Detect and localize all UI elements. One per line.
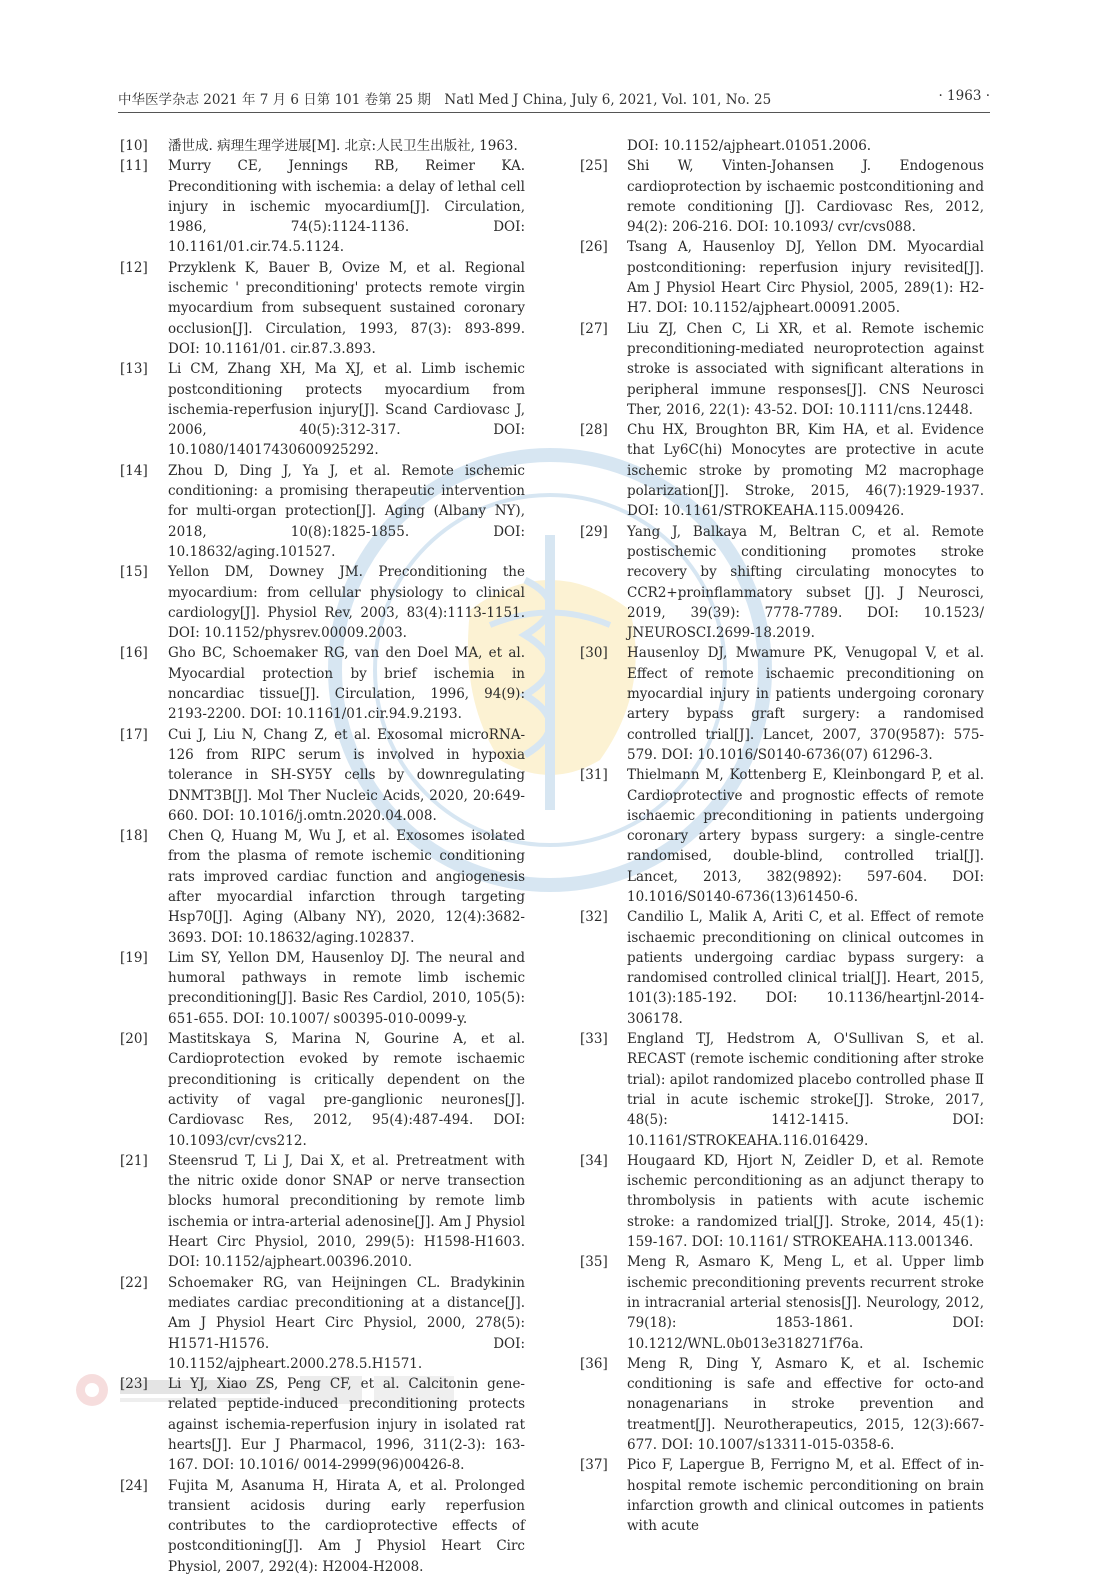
reference-entry: [580, 643, 984, 765]
reference-number: [36]: [580, 1355, 608, 1372]
reference-number: [17]: [120, 726, 148, 743]
reference-entry: [120, 826, 525, 948]
reference-number: [31]: [580, 767, 608, 784]
right-reference-column: [580, 136, 984, 1536]
header-rule: [118, 112, 990, 113]
reference-number: [12]: [120, 259, 148, 276]
running-header: [118, 88, 990, 108]
reference-number: [35]: [580, 1254, 608, 1271]
left-reference-column: [120, 136, 525, 1577]
reference-number: [18]: [120, 828, 148, 845]
reference-entry: [120, 1273, 525, 1374]
reference-text: Yellon DM, Downey JM. Preconditioning the myocardium: from cellular physiology to clinical cardiology[J]. Physiol Rev, 2003, 83(4):1113-1151. DOI: 10.1152/physrev.00009.2003.: [168, 564, 525, 642]
reference-text: Steensrud T, Li J, Dai X, et al. Pretreatment with the nitric oxide donor SNAP or nerve transection blocks humoral preconditioning by remote limb ischemia or intra-arterial adenosine[J]. Am J Physiol Heart Circ Physiol, 2010, 299(5): H1598-H1603. DOI: 10.1152/ajpheart.00396.2010.: [168, 1152, 525, 1271]
reference-entry: [120, 1374, 525, 1475]
reference-text: Liu ZJ, Chen C, Li XR, et al. Remote ischemic preconditioning-mediated neuroprotection against stroke is associated with significant alterations in peripheral immune responses[J]. CNS Neurosci Ther, 2016, 22(1): 43-52. DOI: 10.1111/cns.12448.: [627, 320, 984, 418]
reference-text: Pico F, Lapergue B, Ferrigno M, et al. Effect of in-hospital remote ischemic perconditioning on brain infarction growth and clinical outcomes in patients with acute: [627, 1457, 984, 1535]
reference-entry: [580, 1252, 984, 1353]
reference-text: Tsang A, Hausenloy DJ, Yellon DM. Myocardial postconditioning: reperfusion injury revisited[J]. Am J Physiol Heart Circ Physiol, 2005, 289(1): H2-H7. DOI: 10.1152/ajpheart.00091.2005.: [627, 239, 984, 317]
page-number: · 1963 ·: [938, 88, 990, 104]
reference-number: [22]: [120, 1274, 148, 1291]
reference-entry: [580, 1151, 984, 1252]
reference-number: [14]: [120, 462, 148, 479]
reference-number: [15]: [120, 564, 148, 581]
reference-entry: [120, 725, 525, 826]
reference-number: [32]: [580, 909, 608, 926]
reference-entry: [580, 765, 984, 907]
reference-text: Murry CE, Jennings RB, Reimer KA. Preconditioning with ischemia: a delay of lethal cell injury in ischemic myocardium[J]. Circulation, 1986, 74(5):1124-1136. DOI: 10.1161/01.cir.74.5.1124.: [168, 158, 525, 256]
journal-citation-header: 中华医学杂志 2021 年 7 月 6 日第 101 卷第 25 期 Natl Med J China, July 6, 2021, Vol. 101, No. 25: [118, 92, 772, 108]
reference-entry: [580, 1455, 984, 1536]
reference-text: Candilio L, Malik A, Ariti C, et al. Effect of remote ischaemic preconditioning on clinical outcomes in patients undergoing cardiac bypass surgery: a randomised controlled clinical trial[J]. Heart, 2015, 101(3):185-192. DOI: 10.1136/heartjnl-2014-306178.: [627, 909, 984, 1027]
reference-text: Meng R, Asmaro K, Meng L, et al. Upper limb ischemic preconditioning prevents recurrent stroke in intracranial arterial stenosis[J]. Neurology, 2012, 79(18): 1853-1861. DOI: 10.1212/WNL.0b013e318271f76a.: [627, 1254, 984, 1352]
reference-text: Hougaard KD, Hjort N, Zeidler D, et al. Remote ischemic perconditioning as an adjunct therapy to thrombolysis in patients with acute ischemic stroke: a randomized trial[J]. Stroke, 2014, 45(1): 159-167. DOI: 10.1161/ STROKEAHA.113.001346.: [627, 1152, 984, 1251]
reference-entry: [580, 319, 984, 420]
reference-entry: [580, 1354, 984, 1455]
reference-text: Yang J, Balkaya M, Beltran C, et al. Remote postischemic conditioning promotes stroke recovery by shifting circulating monocytes to CCR2+proinflammatory subset [J]. J Neurosci, 2019, 39(39): 7778-7789. DOI: 10.1523/ JNEUROSCI.2699-18.2019.: [627, 523, 984, 642]
reference-entry: [580, 237, 984, 318]
reference-text: Thielmann M, Kottenberg E, Kleinbongard P, et al. Cardioprotective and prognostic effects of remote ischaemic preconditioning in patients undergoing coronary artery bypass surgery: a single-centre randomised, double-blind, controlled trial[J]. Lancet, 2013, 382(9892): 597-604. DOI: 10.1016/S0140-6736(13)61450-6.: [627, 767, 984, 905]
reference-continuation: DOI: 10.1152/ajpheart.01051.2006.: [627, 138, 872, 154]
reference-number: [23]: [120, 1376, 148, 1393]
reference-entry: [120, 1029, 525, 1151]
reference-text: Hausenloy DJ, Mwamure PK, Venugopal V, et al. Effect of remote ischaemic preconditioning on myocardial injury in patients undergoing coronary artery bypass graft surgery: a randomised controlled trial[J]. Lancet, 2007, 370(9587): 575-579. DOI: 10.1016/S0140-6736(07) 61296-3.: [627, 645, 984, 763]
reference-text: England TJ, Hedstrom A, O'Sullivan S, et al. RECAST (remote ischemic conditioning after stroke trial): apilot randomized placebo controlled phase Ⅱ trial in acute ischemic stroke[J]. Stroke, 2017, 48(5): 1412-1415. DOI: 10.1161/STROKEAHA.116.016429.: [627, 1031, 984, 1149]
reference-number: [34]: [580, 1152, 608, 1169]
reference-text: Li CM, Zhang XH, Ma XJ, et al. Limb ischemic postconditioning protects myocardium from ischemia-reperfusion injury[J]. Scand Cardiovasc J, 2006, 40(5):312-317. DOI: 10.1080/14017430600925292.: [168, 361, 525, 459]
reference-entry: [120, 1476, 525, 1577]
reference-entry: [120, 359, 525, 460]
reference-number: [21]: [120, 1152, 148, 1169]
reference-entry: [120, 258, 525, 359]
reference-entry: [580, 1029, 984, 1151]
reference-text: Cui J, Liu N, Chang Z, et al. Exosomal microRNA-126 from RIPC serum is involved in hypoxia tolerance in SH-SY5Y cells by downregulating DNMT3B[J]. Mol Ther Nucleic Acids, 2020, 20:649-660. DOI: 10.1016/j.omtn.2020.04.008.: [168, 726, 525, 824]
reference-entry: [120, 643, 525, 724]
reference-number: [10]: [120, 138, 148, 154]
reference-number: [11]: [120, 158, 148, 175]
reference-number: [19]: [120, 949, 148, 966]
reference-entry: [120, 562, 525, 643]
reference-number: [27]: [580, 320, 608, 337]
reference-number: [30]: [580, 645, 608, 662]
reference-text: Przyklenk K, Bauer B, Ovize M, et al. Regional ischemic ' preconditioning' protects remote virgin myocardium from subsequent sustained coronary occlusion[J]. Circulation, 1993, 87(3): 893-899. DOI: 10.1161/01. cir.87.3.893.: [168, 259, 525, 357]
reference-text: Meng R, Ding Y, Asmaro K, et al. Ischemic conditioning is safe and effective for octo-and nonagenarians in stroke prevention and treatment[J]. Neurotherapeutics, 2015, 12(3):667-677. DOI: 10.1007/s13311-015-0358-6.: [627, 1355, 984, 1453]
reference-number: [13]: [120, 361, 148, 378]
reference-text: Mastitskaya S, Marina N, Gourine A, et al. Cardioprotection evoked by remote ischaemic preconditioning is critically dependent on the activity of vagal pre-ganglionic neurones[J]. Cardiovasc Res, 2012, 95(4):487-494. DOI: 10.1093/cvr/cvs212.: [168, 1031, 525, 1149]
reference-entry: [580, 420, 984, 521]
reference-entry: [580, 156, 984, 237]
reference-text: Li YJ, Xiao ZS, Peng CF, et al. Calcitonin gene-related peptide-induced preconditioning protects against ischemia-reperfusion injury in isolated rat hearts[J]. Eur J Pharmacol, 1996, 311(2-3): 163-167. DOI: 10.1016/ 0014-2999(96)00426-8.: [168, 1376, 525, 1474]
reference-entry: [580, 522, 984, 644]
reference-text: Lim SY, Yellon DM, Hausenloy DJ. The neural and humoral pathways in remote limb ischemic preconditioning[J]. Basic Res Cardiol, 2010, 105(5): 651-655. DOI: 10.1007/ s00395-010-0099-y.: [168, 949, 525, 1027]
reference-entry: [580, 907, 984, 1029]
reference-text: Chu HX, Broughton BR, Kim HA, et al. Evidence that Ly6C(hi) Monocytes are protective in acute ischemic stroke by promoting M2 macrophage polarization[J]. Stroke, 2015, 46(7):1929-1937. DOI: 10.1161/STROKEAHA.115.009426.: [627, 422, 984, 520]
reference-text: Zhou D, Ding J, Ya J, et al. Remote ischemic conditioning: a promising therapeutic intervention for multi-organ protection[J]. Aging (Albany NY), 2018, 10(8):1825-1855. DOI: 10.18632/aging.101527.: [168, 462, 525, 560]
reference-number: [16]: [120, 645, 148, 662]
reference-number: [24]: [120, 1477, 148, 1494]
reference-text: 潘世成. 病理生理学进展[M]. 北京:人民卫生出版社, 1963.: [168, 138, 518, 154]
reference-text: Fujita M, Asanuma H, Hirata A, et al. Prolonged transient acidosis during early reperfusion contributes to the cardioprotective effects of postconditioning[J]. Am J Physiol Heart Circ Physiol, 2007, 292(4): H2004-H2008.: [168, 1477, 525, 1575]
reference-text: Shi W, Vinten-Johansen J. Endogenous cardioprotection by ischaemic postconditioning and remote conditioning [J]. Cardiovasc Res, 2012, 94(2): 206-216. DOI: 10.1093/ cvr/cvs088.: [627, 158, 984, 236]
reference-entry: [120, 461, 525, 562]
reference-entry: [120, 948, 525, 1029]
reference-entry: [120, 136, 525, 156]
reference-number: [33]: [580, 1031, 608, 1048]
reference-number: [28]: [580, 422, 608, 439]
reference-number: [25]: [580, 158, 608, 175]
reference-text: Gho BC, Schoemaker RG, van den Doel MA, et al. Myocardial protection by brief ischemia in noncardiac tissue[J]. Circulation, 1996, 94(9): 2193-2200. DOI: 10.1161/01.cir.94.9.2193.: [168, 645, 525, 723]
reference-entry: [120, 1151, 525, 1273]
reference-entry: [120, 156, 525, 257]
reference-number: [26]: [580, 239, 608, 256]
reference-number: [29]: [580, 523, 608, 540]
reference-text: Schoemaker RG, van Heijningen CL. Bradykinin mediates cardiac preconditioning at a distance[J]. Am J Physiol Heart Circ Physiol, 2000, 278(5): H1571-H1576. DOI: 10.1152/ajpheart.2000.278.5.H1571.: [168, 1274, 525, 1372]
reference-text: Chen Q, Huang M, Wu J, et al. Exosomes isolated from the plasma of remote ischemic conditioning rats improved cardiac function and angiogenesis after myocardial infarction through targeting Hsp70[J]. Aging (Albany NY), 2020, 12(4):3682-3693. DOI: 10.18632/aging.102837.: [168, 828, 525, 946]
reference-number: [20]: [120, 1031, 148, 1048]
reference-number: [37]: [580, 1457, 608, 1474]
